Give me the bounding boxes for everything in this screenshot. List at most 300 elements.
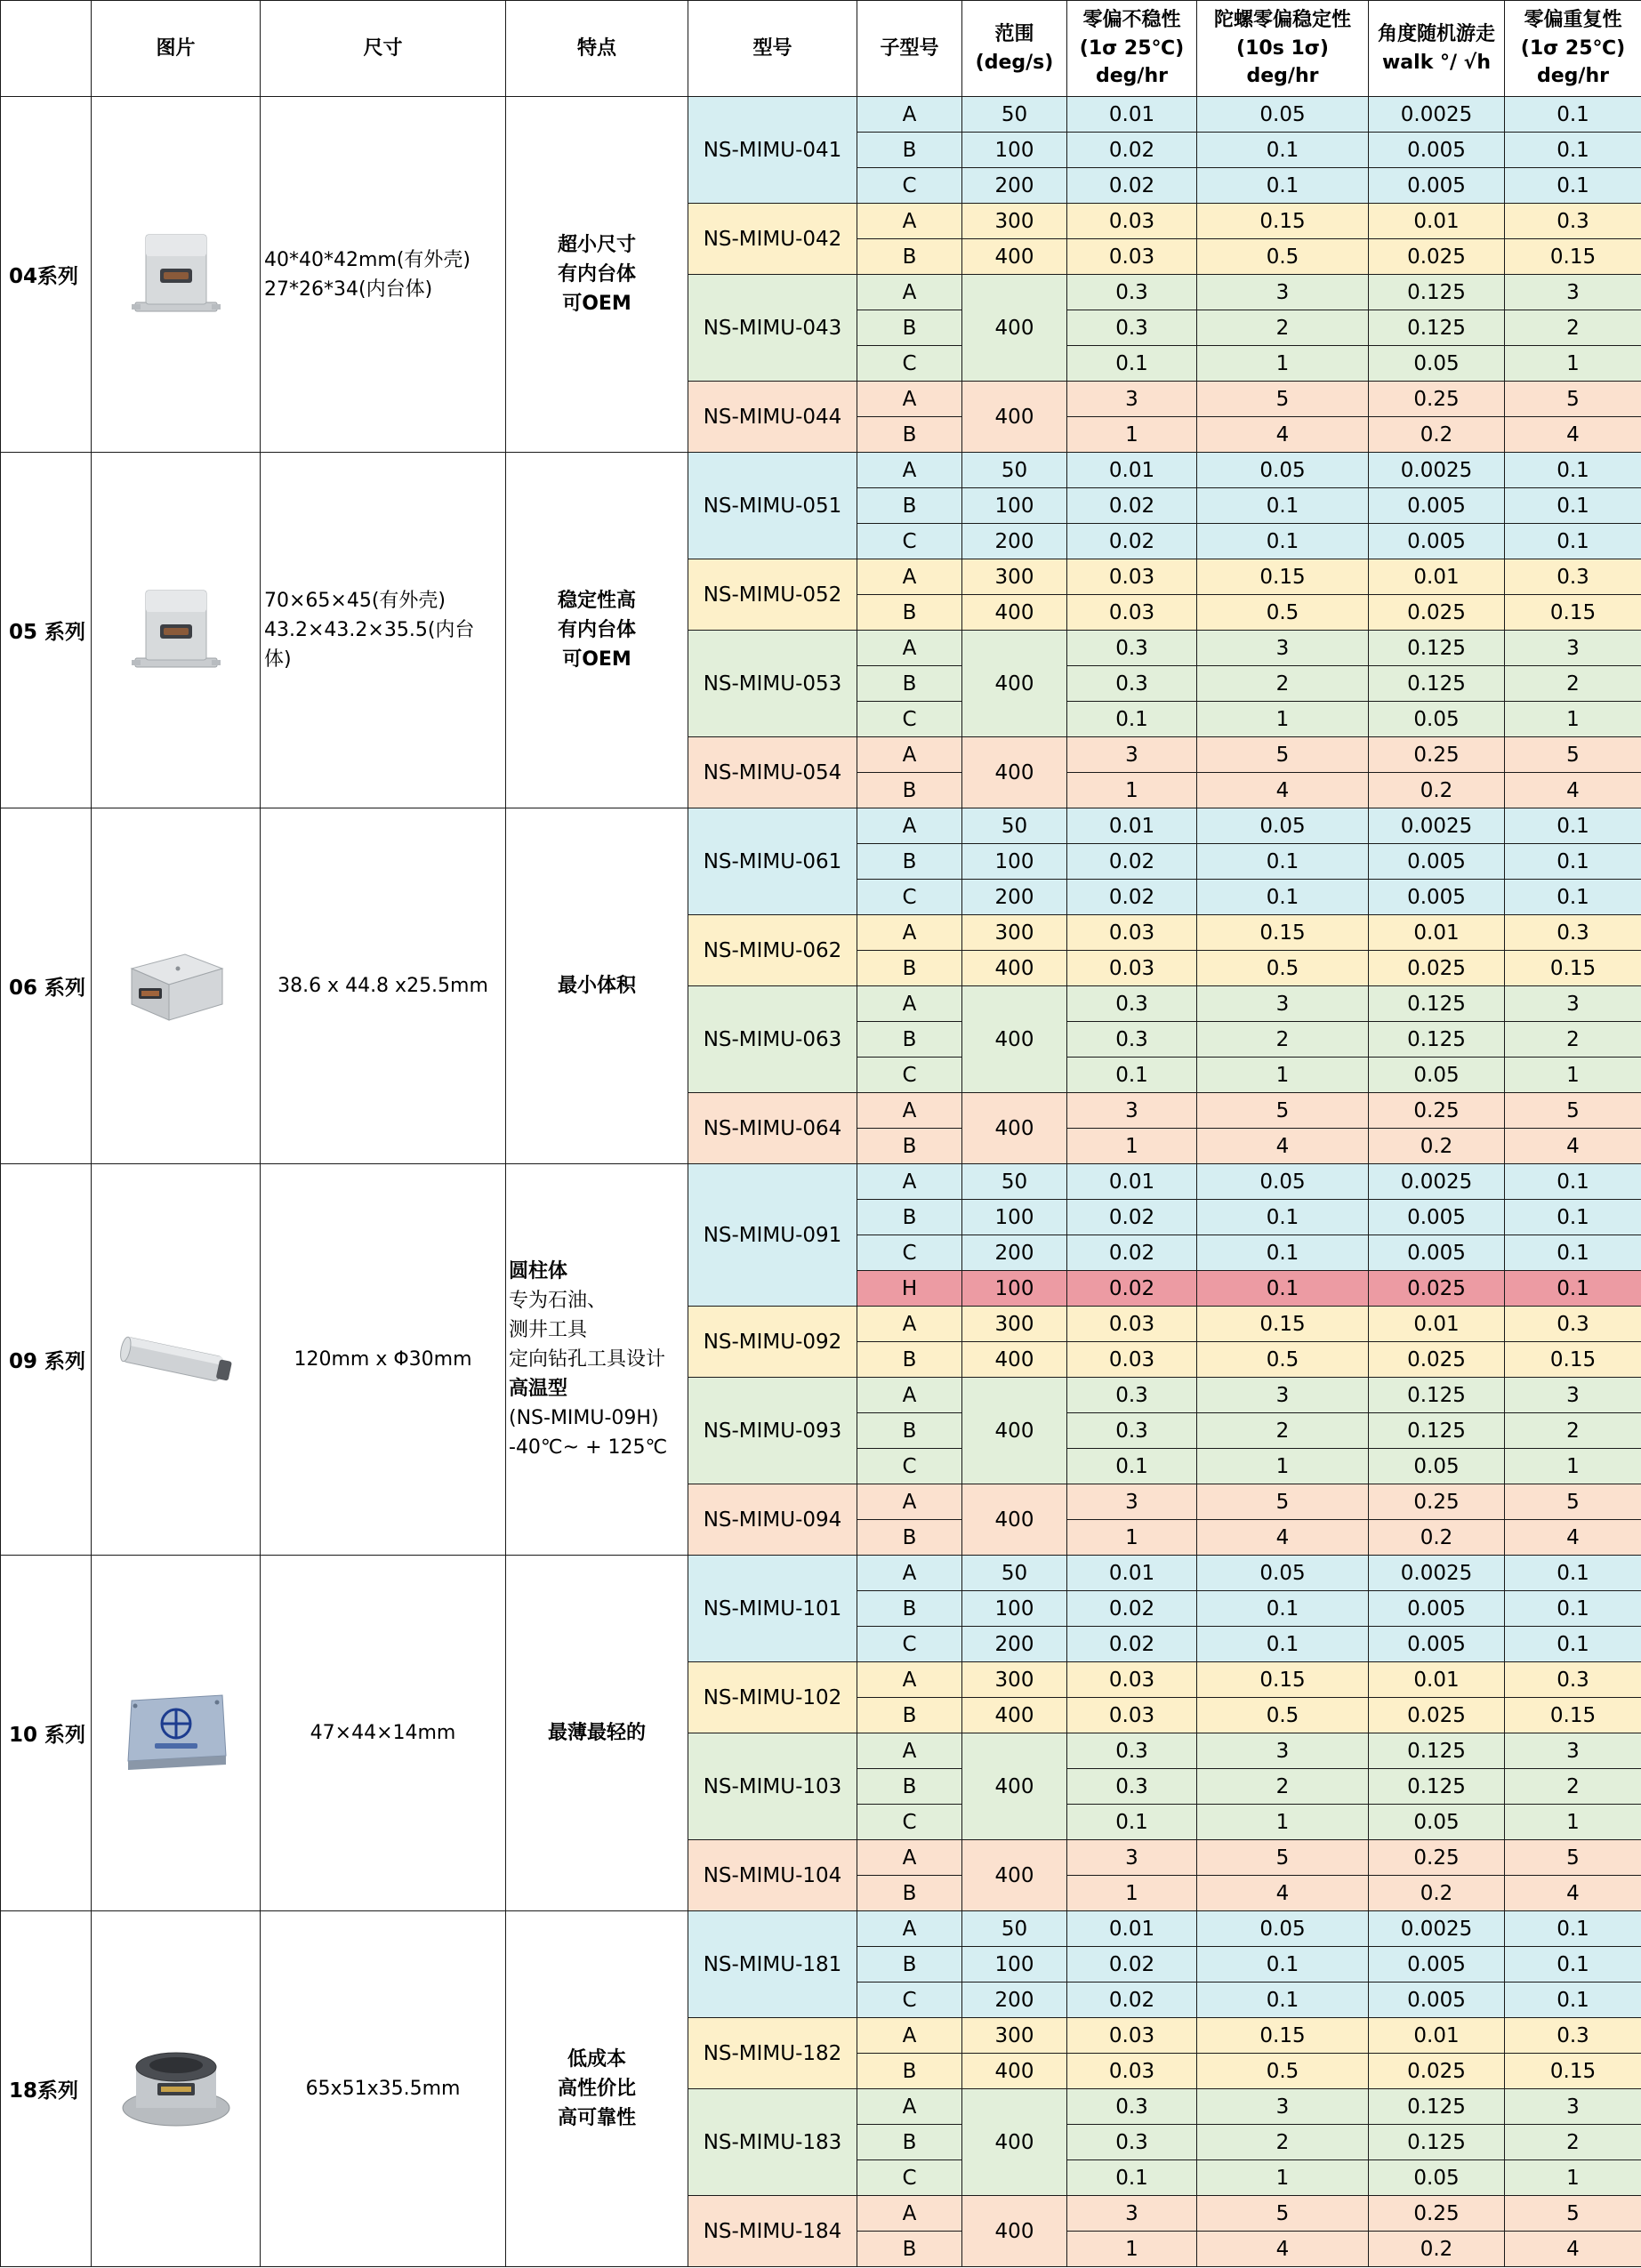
bias-repeatability-cell: 0.1	[1505, 1627, 1641, 1662]
gyro-bias-stability-cell: 3	[1197, 1378, 1369, 1413]
submodel-cell: B	[857, 1698, 962, 1733]
submodel-cell: H	[857, 1271, 962, 1307]
submodel-cell: B	[857, 951, 962, 986]
angle-random-walk-cell: 0.25	[1369, 1840, 1505, 1876]
gyro-bias-stability-cell: 0.05	[1197, 1556, 1369, 1591]
header-range-line: (deg/s)	[975, 51, 1054, 74]
angle-random-walk-cell: 0.025	[1369, 951, 1505, 986]
gyro-bias-stability-cell: 0.1	[1197, 880, 1369, 915]
submodel-cell: A	[857, 631, 962, 666]
bias-instability-cell: 0.03	[1067, 595, 1197, 631]
size-cell	[261, 1911, 506, 2267]
bias-instability-cell: 0.3	[1067, 2125, 1197, 2160]
gyro-bias-stability-cell: 1	[1197, 1449, 1369, 1484]
bias-instability-cell: 0.02	[1067, 168, 1197, 204]
gyro-bias-stability-cell: 0.1	[1197, 488, 1369, 524]
series-name: 09 系列	[1, 1164, 92, 1556]
range-cell: 400	[962, 1342, 1067, 1378]
product-image	[92, 1911, 261, 2267]
model-name: NS-MIMU-052	[688, 559, 857, 631]
gyro-bias-stability-cell: 5	[1197, 737, 1369, 773]
bias-instability-cell: 3	[1067, 1840, 1197, 1876]
gyro-bias-stability-cell: 0.5	[1197, 1698, 1369, 1733]
bias-instability-cell: 0.3	[1067, 666, 1197, 702]
model-name: NS-MIMU-183	[688, 2089, 857, 2196]
angle-random-walk-cell: 0.125	[1369, 666, 1505, 702]
bias-repeatability-cell: 3	[1505, 275, 1641, 310]
angle-random-walk-cell: 0.125	[1369, 1022, 1505, 1058]
submodel-cell: C	[857, 168, 962, 204]
bias-repeatability-cell: 0.15	[1505, 595, 1641, 631]
bias-repeatability-cell: 4	[1505, 417, 1641, 453]
range-cell: 200	[962, 880, 1067, 915]
bias-instability-cell: 0.01	[1067, 453, 1197, 488]
gyro-bias-stability-cell: 0.5	[1197, 2054, 1369, 2089]
bias-instability-cell: 3	[1067, 737, 1197, 773]
bias-instability-cell: 0.02	[1067, 844, 1197, 880]
feature-line: 低成本	[567, 2048, 626, 2071]
feature-line: 定向钻孔工具设计	[509, 1348, 666, 1371]
angle-random-walk-cell: 0.005	[1369, 1591, 1505, 1627]
angle-random-walk-cell: 0.25	[1369, 2196, 1505, 2232]
gyro-bias-stability-cell: 0.1	[1197, 1627, 1369, 1662]
gyro-bias-stability-cell: 0.1	[1197, 1982, 1369, 2018]
bias-repeatability-cell: 3	[1505, 631, 1641, 666]
bias-repeatability-cell: 0.1	[1505, 1591, 1641, 1627]
model-name: NS-MIMU-091	[688, 1164, 857, 1307]
range-cell: 400	[962, 1093, 1067, 1164]
model-name: NS-MIMU-041	[688, 97, 857, 204]
angle-random-walk-cell: 0.005	[1369, 1627, 1505, 1662]
bias-repeatability-cell: 5	[1505, 1840, 1641, 1876]
bias-instability-cell: 0.3	[1067, 310, 1197, 346]
model-name: NS-MIMU-104	[688, 1840, 857, 1911]
submodel-cell: C	[857, 1449, 962, 1484]
model-name: NS-MIMU-092	[688, 1307, 857, 1378]
thin-plate-module-icon	[114, 1685, 238, 1782]
bias-instability-cell: 0.1	[1067, 702, 1197, 737]
feature-line: 专为石油、	[509, 1290, 607, 1312]
angle-random-walk-cell: 0.005	[1369, 1200, 1505, 1235]
range-cell: 300	[962, 559, 1067, 595]
range-cell: 400	[962, 2054, 1067, 2089]
submodel-cell: B	[857, 844, 962, 880]
series-name: 05 系列	[1, 453, 92, 808]
bias-repeatability-cell: 3	[1505, 2089, 1641, 2125]
header-angle-random-walk-line: 角度随机游走	[1377, 22, 1495, 45]
flat-box-module-icon	[123, 942, 229, 1031]
submodel-cell: B	[857, 2054, 962, 2089]
angle-random-walk-cell: 0.125	[1369, 275, 1505, 310]
bias-repeatability-cell: 0.3	[1505, 1662, 1641, 1698]
bias-repeatability-cell: 5	[1505, 1093, 1641, 1129]
gyro-bias-stability-cell: 0.5	[1197, 595, 1369, 631]
bias-repeatability-cell: 1	[1505, 702, 1641, 737]
bias-repeatability-cell: 4	[1505, 773, 1641, 808]
gyro-bias-stability-cell: 0.05	[1197, 808, 1369, 844]
bias-repeatability-cell: 0.1	[1505, 1200, 1641, 1235]
submodel-cell: A	[857, 2196, 962, 2232]
range-cell: 400	[962, 239, 1067, 275]
submodel-cell: A	[857, 559, 962, 595]
angle-random-walk-cell: 0.25	[1369, 1093, 1505, 1129]
gyro-bias-stability-cell: 0.1	[1197, 844, 1369, 880]
bias-repeatability-cell: 2	[1505, 666, 1641, 702]
range-cell: 100	[962, 1591, 1067, 1627]
bias-repeatability-cell: 2	[1505, 310, 1641, 346]
submodel-cell: A	[857, 1484, 962, 1520]
submodel-cell: A	[857, 275, 962, 310]
size-line: 120mm x Φ30mm	[294, 1348, 472, 1371]
header-bias-instability-line: (1σ 25℃)	[1079, 36, 1185, 60]
table-row	[1, 97, 1641, 133]
angle-random-walk-cell: 0.05	[1369, 2160, 1505, 2196]
gyro-bias-stability-cell: 4	[1197, 1520, 1369, 1556]
submodel-cell: C	[857, 880, 962, 915]
bias-instability-cell: 1	[1067, 1520, 1197, 1556]
range-cell: 50	[962, 1911, 1067, 1947]
gyro-bias-stability-cell: 0.15	[1197, 559, 1369, 595]
submodel-cell: B	[857, 2232, 962, 2267]
submodel-cell: A	[857, 97, 962, 133]
submodel-cell: B	[857, 1022, 962, 1058]
table-row	[1, 453, 1641, 488]
gyro-bias-stability-cell: 0.05	[1197, 453, 1369, 488]
range-cell: 100	[962, 1200, 1067, 1235]
submodel-cell: A	[857, 1093, 962, 1129]
table-row	[1, 1164, 1641, 1200]
submodel-cell: B	[857, 1200, 962, 1235]
bias-repeatability-cell: 4	[1505, 1876, 1641, 1911]
submodel-cell: B	[857, 310, 962, 346]
bias-instability-cell: 0.3	[1067, 1413, 1197, 1449]
bias-repeatability-cell: 0.1	[1505, 844, 1641, 880]
bias-instability-cell: 3	[1067, 1093, 1197, 1129]
submodel-cell: A	[857, 2018, 962, 2054]
header-angle-random-walk	[1369, 1, 1505, 97]
submodel-cell: C	[857, 702, 962, 737]
submodel-cell: A	[857, 1662, 962, 1698]
gyro-bias-stability-cell: 0.15	[1197, 1307, 1369, 1342]
submodel-cell: A	[857, 986, 962, 1022]
gyro-bias-stability-cell: 1	[1197, 2160, 1369, 2196]
header-gyro-bias-stability-line: 陀螺零偏稳定性	[1213, 8, 1351, 31]
angle-random-walk-cell: 0.2	[1369, 1129, 1505, 1164]
gyro-bias-stability-cell: 0.1	[1197, 1947, 1369, 1982]
angle-random-walk-cell: 0.2	[1369, 2232, 1505, 2267]
angle-random-walk-cell: 0.005	[1369, 1982, 1505, 2018]
submodel-cell: A	[857, 382, 962, 417]
submodel-cell: B	[857, 1769, 962, 1805]
size-line: 70×65×45(有外壳)	[264, 590, 446, 612]
gyro-bias-stability-cell: 5	[1197, 1484, 1369, 1520]
header-range-line: 范围	[994, 22, 1034, 45]
range-cell: 100	[962, 844, 1067, 880]
bias-instability-cell: 0.3	[1067, 986, 1197, 1022]
angle-random-walk-cell: 0.25	[1369, 382, 1505, 417]
size-line: 43.2×43.2×35.5(内台	[264, 619, 475, 641]
header-bias-instability-line: 零偏不稳性	[1082, 8, 1181, 31]
bias-instability-cell: 0.03	[1067, 951, 1197, 986]
angle-random-walk-cell: 0.005	[1369, 168, 1505, 204]
bias-instability-cell: 0.1	[1067, 2160, 1197, 2196]
angle-random-walk-cell: 0.01	[1369, 1662, 1505, 1698]
submodel-cell: C	[857, 524, 962, 559]
gyro-bias-stability-cell: 1	[1197, 1058, 1369, 1093]
cylinder-module-icon	[114, 1324, 238, 1395]
bias-instability-cell: 0.03	[1067, 2054, 1197, 2089]
bias-instability-cell: 0.02	[1067, 1235, 1197, 1271]
gyro-bias-stability-cell: 5	[1197, 2196, 1369, 2232]
feature-line: 高可靠性	[557, 2107, 636, 2129]
submodel-cell: A	[857, 915, 962, 951]
submodel-cell: C	[857, 1627, 962, 1662]
angle-random-walk-cell: 0.0025	[1369, 1911, 1505, 1947]
header-bias-instability	[1067, 1, 1197, 97]
gyro-bias-stability-cell: 0.15	[1197, 2018, 1369, 2054]
bias-instability-cell: 0.1	[1067, 346, 1197, 382]
bias-instability-cell: 1	[1067, 2232, 1197, 2267]
size-line: 27*26*34(内台体)	[264, 277, 433, 301]
range-cell: 400	[962, 275, 1067, 382]
bias-repeatability-cell: 0.1	[1505, 133, 1641, 168]
submodel-cell: C	[857, 1982, 962, 2018]
angle-random-walk-cell: 0.05	[1369, 1805, 1505, 1840]
gyro-bias-stability-cell: 0.5	[1197, 1342, 1369, 1378]
model-name: NS-MIMU-182	[688, 2018, 857, 2089]
submodel-cell: A	[857, 1556, 962, 1591]
bias-repeatability-cell: 0.1	[1505, 1164, 1641, 1200]
submodel-cell: B	[857, 417, 962, 453]
bias-instability-cell: 0.3	[1067, 1769, 1197, 1805]
bias-repeatability-cell: 0.15	[1505, 2054, 1641, 2089]
range-cell: 400	[962, 631, 1067, 737]
features-cell	[506, 1911, 688, 2267]
angle-random-walk-cell: 0.05	[1369, 1449, 1505, 1484]
gyro-bias-stability-cell: 0.05	[1197, 1911, 1369, 1947]
angle-random-walk-cell: 0.125	[1369, 986, 1505, 1022]
angle-random-walk-cell: 0.01	[1369, 915, 1505, 951]
submodel-cell: B	[857, 488, 962, 524]
angle-random-walk-cell: 0.0025	[1369, 453, 1505, 488]
bias-instability-cell: 0.01	[1067, 97, 1197, 133]
gyro-bias-stability-cell: 2	[1197, 2125, 1369, 2160]
table-row	[1, 1556, 1641, 1591]
bias-instability-cell: 0.02	[1067, 1947, 1197, 1982]
size-line: 38.6 x 44.8 x25.5mm	[278, 975, 488, 997]
range-cell: 100	[962, 133, 1067, 168]
range-cell: 400	[962, 1698, 1067, 1733]
range-cell: 200	[962, 1982, 1067, 2018]
header-submodel: 子型号	[857, 1, 962, 97]
series-name: 10 系列	[1, 1556, 92, 1911]
size-line: 体)	[264, 648, 292, 671]
range-cell: 200	[962, 1235, 1067, 1271]
angle-random-walk-cell: 0.125	[1369, 631, 1505, 666]
bias-instability-cell: 0.3	[1067, 1378, 1197, 1413]
angle-random-walk-cell: 0.0025	[1369, 97, 1505, 133]
bias-repeatability-cell: 5	[1505, 382, 1641, 417]
bias-repeatability-cell: 4	[1505, 2232, 1641, 2267]
angle-random-walk-cell: 0.05	[1369, 346, 1505, 382]
feature-line: (NS-MIMU-09H)	[509, 1407, 659, 1429]
bias-repeatability-cell: 3	[1505, 986, 1641, 1022]
angle-random-walk-cell: 0.01	[1369, 1307, 1505, 1342]
bias-repeatability-cell: 2	[1505, 1022, 1641, 1058]
submodel-cell: A	[857, 808, 962, 844]
feature-line: 有内台体	[557, 619, 636, 641]
gyro-bias-stability-cell: 0.15	[1197, 1662, 1369, 1698]
round-base-module-icon	[118, 2040, 234, 2138]
feature-line: 超小尺寸	[557, 234, 636, 256]
submodel-cell: B	[857, 239, 962, 275]
range-cell: 300	[962, 1662, 1067, 1698]
angle-random-walk-cell: 0.01	[1369, 2018, 1505, 2054]
submodel-cell: C	[857, 346, 962, 382]
submodel-cell: A	[857, 1840, 962, 1876]
model-name: NS-MIMU-064	[688, 1093, 857, 1164]
bias-repeatability-cell: 0.15	[1505, 1698, 1641, 1733]
bias-instability-cell: 0.03	[1067, 559, 1197, 595]
angle-random-walk-cell: 0.01	[1369, 559, 1505, 595]
features-cell	[506, 1556, 688, 1911]
angle-random-walk-cell: 0.005	[1369, 488, 1505, 524]
bias-instability-cell: 1	[1067, 417, 1197, 453]
bias-instability-cell: 0.01	[1067, 1164, 1197, 1200]
bias-instability-cell: 1	[1067, 1876, 1197, 1911]
angle-random-walk-cell: 0.0025	[1369, 808, 1505, 844]
header-model: 型号	[688, 1, 857, 97]
gyro-bias-stability-cell: 3	[1197, 1733, 1369, 1769]
bias-repeatability-cell: 1	[1505, 2160, 1641, 2196]
submodel-cell: A	[857, 204, 962, 239]
bias-repeatability-cell: 0.3	[1505, 559, 1641, 595]
range-cell: 400	[962, 2089, 1067, 2196]
table-row	[1, 808, 1641, 844]
table-row	[1, 1911, 1641, 1947]
gyro-bias-stability-cell: 0.1	[1197, 1271, 1369, 1307]
bias-repeatability-cell: 2	[1505, 1769, 1641, 1805]
feature-line: -40℃~ + 125℃	[509, 1436, 668, 1459]
bias-repeatability-cell: 0.1	[1505, 524, 1641, 559]
bias-instability-cell: 0.03	[1067, 239, 1197, 275]
bias-instability-cell: 0.03	[1067, 915, 1197, 951]
gyro-bias-stability-cell: 2	[1197, 1022, 1369, 1058]
bias-repeatability-cell: 1	[1505, 1449, 1641, 1484]
angle-random-walk-cell: 0.125	[1369, 1733, 1505, 1769]
submodel-cell: B	[857, 1342, 962, 1378]
header-bias-repeatability-line: (1σ 25℃)	[1520, 36, 1626, 60]
feature-line: 高性价比	[557, 2078, 636, 2100]
header-gyro-bias-stability-line: deg/hr	[1246, 65, 1319, 88]
bias-repeatability-cell: 0.1	[1505, 1235, 1641, 1271]
header-features: 特点	[506, 1, 688, 97]
angle-random-walk-cell: 0.0025	[1369, 1556, 1505, 1591]
gyro-bias-stability-cell: 0.1	[1197, 524, 1369, 559]
angle-random-walk-cell: 0.25	[1369, 737, 1505, 773]
bias-repeatability-cell: 2	[1505, 1413, 1641, 1449]
bias-instability-cell: 0.02	[1067, 133, 1197, 168]
bias-instability-cell: 3	[1067, 382, 1197, 417]
angle-random-walk-cell: 0.125	[1369, 310, 1505, 346]
range-cell: 400	[962, 2196, 1067, 2267]
gyro-bias-stability-cell: 1	[1197, 346, 1369, 382]
range-cell: 200	[962, 168, 1067, 204]
submodel-cell: B	[857, 2125, 962, 2160]
angle-random-walk-cell: 0.05	[1369, 702, 1505, 737]
series-name: 04系列	[1, 97, 92, 453]
bias-repeatability-cell: 1	[1505, 1805, 1641, 1840]
submodel-cell: B	[857, 773, 962, 808]
bias-repeatability-cell: 2	[1505, 2125, 1641, 2160]
gyro-bias-stability-cell: 5	[1197, 382, 1369, 417]
gyro-bias-stability-cell: 5	[1197, 1093, 1369, 1129]
range-cell: 300	[962, 1307, 1067, 1342]
bias-instability-cell: 0.3	[1067, 275, 1197, 310]
product-image	[92, 97, 261, 453]
gyro-bias-stability-cell: 4	[1197, 773, 1369, 808]
angle-random-walk-cell: 0.005	[1369, 880, 1505, 915]
feature-line: 可OEM	[562, 648, 631, 671]
submodel-cell: B	[857, 1876, 962, 1911]
angle-random-walk-cell: 0.05	[1369, 1058, 1505, 1093]
bias-repeatability-cell: 0.1	[1505, 808, 1641, 844]
gyro-bias-stability-cell: 3	[1197, 986, 1369, 1022]
gyro-bias-stability-cell: 0.05	[1197, 97, 1369, 133]
range-cell: 300	[962, 915, 1067, 951]
bias-repeatability-cell: 0.1	[1505, 1911, 1641, 1947]
size-cell	[261, 808, 506, 1164]
model-name: NS-MIMU-053	[688, 631, 857, 737]
bias-instability-cell: 0.02	[1067, 1627, 1197, 1662]
bias-repeatability-cell: 0.1	[1505, 488, 1641, 524]
header-bias-repeatability	[1505, 1, 1641, 97]
angle-random-walk-cell: 0.025	[1369, 1271, 1505, 1307]
range-cell: 400	[962, 737, 1067, 808]
range-cell: 300	[962, 2018, 1067, 2054]
model-name: NS-MIMU-063	[688, 986, 857, 1093]
gyro-bias-stability-cell: 0.15	[1197, 915, 1369, 951]
bias-repeatability-cell: 0.15	[1505, 239, 1641, 275]
model-name: NS-MIMU-061	[688, 808, 857, 915]
bias-repeatability-cell: 4	[1505, 1129, 1641, 1164]
model-name: NS-MIMU-043	[688, 275, 857, 382]
product-image	[92, 1164, 261, 1556]
bias-repeatability-cell: 5	[1505, 2196, 1641, 2232]
bias-instability-cell: 0.01	[1067, 1911, 1197, 1947]
size-line: 40*40*42mm(有外壳)	[264, 248, 471, 271]
feature-line: 稳定性高	[557, 590, 636, 612]
feature-line: 高温型	[509, 1378, 568, 1400]
submodel-cell: B	[857, 1520, 962, 1556]
bias-instability-cell: 0.02	[1067, 524, 1197, 559]
box-module-with-connector-icon	[132, 582, 221, 680]
angle-random-walk-cell: 0.005	[1369, 1235, 1505, 1271]
submodel-cell: C	[857, 1235, 962, 1271]
bias-instability-cell: 0.01	[1067, 1556, 1197, 1591]
features-cell	[506, 453, 688, 808]
bias-repeatability-cell: 5	[1505, 737, 1641, 773]
gyro-bias-stability-cell: 0.05	[1197, 1164, 1369, 1200]
range-cell: 200	[962, 524, 1067, 559]
size-cell	[261, 1556, 506, 1911]
feature-line: 有内台体	[557, 263, 636, 286]
feature-line: 最小体积	[557, 975, 636, 997]
spec-body	[1, 97, 1641, 2267]
bias-instability-cell: 0.02	[1067, 1591, 1197, 1627]
range-cell: 50	[962, 1164, 1067, 1200]
bias-repeatability-cell: 0.3	[1505, 1307, 1641, 1342]
